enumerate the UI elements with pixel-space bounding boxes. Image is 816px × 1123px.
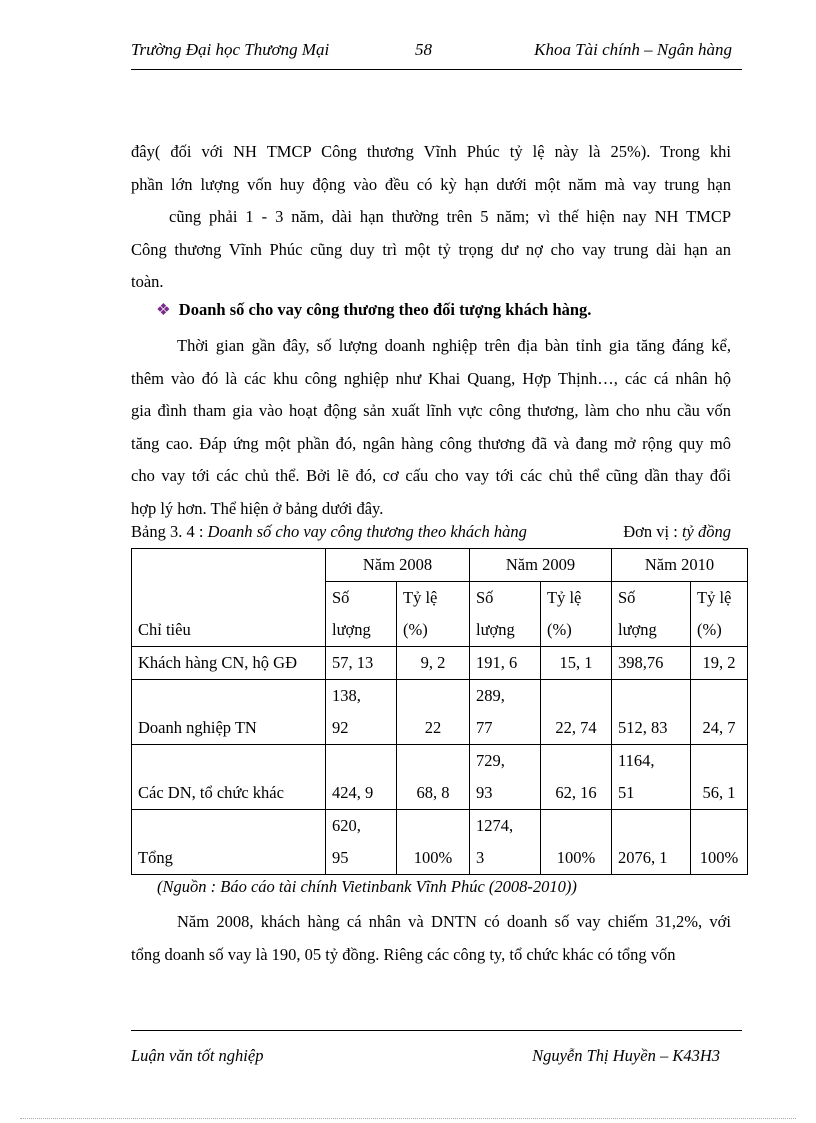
subheader-ratio <box>541 582 612 647</box>
header-page-number: 58 <box>415 40 432 59</box>
table-cell: 100% <box>541 810 612 875</box>
paragraph-3-line: Năm 2008, khách hàng cá nhân và DNTN có doanh số vay chiếm 31,2%, với <box>177 912 731 931</box>
subheader-text: (%) <box>403 620 428 639</box>
table-cell: 22 <box>397 680 470 745</box>
loan-table <box>131 548 748 875</box>
table-cell: 424, 9 <box>326 745 397 810</box>
paragraph-1-line: cũng phải 1 - 3 năm, dài hạn thường trên 5 năm; vì thế hiện nay NH TMCP <box>169 207 731 226</box>
table-row <box>132 647 748 680</box>
bullet-heading <box>156 300 591 320</box>
paragraph-2-line: Thời gian gần đây, số lượng doanh nghiệp trên địa bàn tỉnh gia tăng đáng kể, <box>177 336 731 355</box>
table-cell: 22, 74 <box>541 680 612 745</box>
table-cell: 1164, 51 <box>612 745 691 810</box>
table-row <box>132 680 748 745</box>
subheader-text: lượng <box>332 620 371 639</box>
table-cell: 729, 93 <box>470 745 541 810</box>
subheader-amount <box>326 582 397 647</box>
paragraph-2-line: cho vay tới các chủ thể. Bởi lẽ đó, cơ cấu cho vay tới các chủ thể cũng dần thay đổi <box>131 466 731 485</box>
subheader-text: lượng <box>618 620 657 639</box>
table-unit-value: tỷ đồng <box>681 522 731 541</box>
table-cell: 62, 16 <box>541 745 612 810</box>
table-unit <box>623 522 731 542</box>
subheader-text: Tỷ lệ <box>547 588 582 607</box>
table-cell: 15, 1 <box>541 647 612 680</box>
footer-rule <box>131 1030 742 1031</box>
row-header-cell: Chỉ tiêu <box>132 549 326 647</box>
paragraph-2-line: gia đình tham gia vào hoạt động sản xuất lĩnh vực công thương, làm cho nhu cầu vốn <box>131 401 731 420</box>
table-unit-label: Đơn vị : <box>623 522 682 541</box>
table-cell: 138, 92 <box>326 680 397 745</box>
subheader-amount <box>612 582 691 647</box>
table-cell: 9, 2 <box>397 647 470 680</box>
subheader-ratio <box>397 582 470 647</box>
page-edge-divider <box>20 1118 796 1119</box>
table-cell: 1274, 3 <box>470 810 541 875</box>
subheader-text: Số <box>476 588 494 607</box>
paragraph-1-line: phần lớn lượng vốn huy động vào đều có kỳ hạn dưới một năm mà vay trung hạn <box>131 174 731 194</box>
table-cell: 19, 2 <box>691 647 748 680</box>
row-label-cell: Khách hàng CN, hộ GĐ <box>132 647 326 680</box>
paragraph-1 <box>131 136 731 299</box>
paragraph-3 <box>131 906 731 971</box>
paragraph-2-line: thêm vào đó là các khu công nghiệp như Khai Quang, Hợp Thịnh…, các cá nhân hộ <box>131 368 731 388</box>
table-cell: 512, 83 <box>612 680 691 745</box>
paragraph-3-line: tổng doanh số vay là 190, 05 tỷ đồng. Riêng các công ty, tổ chức khác có tổng vốn <box>131 944 676 964</box>
table-cell: 100% <box>397 810 470 875</box>
paragraph-2-line: hợp lý hơn. Thể hiện ở bảng dưới đây. <box>131 498 384 518</box>
table-source: (Nguồn : Báo cáo tài chính Vietinbank Vĩnh Phúc (2008-2010)) <box>157 877 577 896</box>
bullet-heading-text: Doanh số cho vay công thương theo đối tượng khách hàng. <box>178 300 592 319</box>
subheader-text: Tỷ lệ <box>403 588 438 607</box>
header-rule <box>131 69 742 70</box>
subheader-text: lượng <box>476 620 515 639</box>
row-label-cell: Doanh nghiệp TN <box>132 680 326 745</box>
table-body <box>132 647 748 875</box>
table-cell: 2076, 1 <box>612 810 691 875</box>
table-caption-title: Doanh số cho vay công thương theo khách hàng <box>207 522 527 541</box>
row-label-cell: Các DN, tổ chức khác <box>132 745 326 810</box>
paragraph-1-line: toàn. <box>131 272 164 291</box>
table-caption-label: Bảng 3. 4 : <box>131 522 208 541</box>
header-faculty: Khoa Tài chính – Ngân hàng <box>534 40 732 59</box>
table-row <box>132 810 748 875</box>
subheader-text: (%) <box>547 620 572 639</box>
table-caption <box>131 522 731 542</box>
subheader-text: Tỷ lệ <box>697 588 732 607</box>
paragraph-1-line: Công thương Vĩnh Phúc cũng duy trì một tỷ trọng dư nợ cho vay trung dài hạn an <box>131 239 731 259</box>
subheader-ratio <box>691 582 748 647</box>
subheader-text: Số <box>618 588 636 607</box>
subheader-amount <box>470 582 541 647</box>
row-label-cell: Tổng <box>132 810 326 875</box>
subheader-text: (%) <box>697 620 722 639</box>
table-cell: 57, 13 <box>326 647 397 680</box>
table-cell: 24, 7 <box>691 680 748 745</box>
paragraph-2-line: tăng cao. Đáp ứng một phần đó, ngân hàng công thương đã và đang mở rộng quy mô <box>131 433 731 453</box>
table-cell: 191, 6 <box>470 647 541 680</box>
year-header: Năm 2008 <box>326 549 470 582</box>
year-header: Năm 2010 <box>612 549 748 582</box>
footer-author: Nguyễn Thị Huyền – K43H3 <box>532 1046 720 1065</box>
subheader-text: Số <box>332 588 350 607</box>
table-cell: 398,76 <box>612 647 691 680</box>
table-cell: 68, 8 <box>397 745 470 810</box>
table-cell: 620, 95 <box>326 810 397 875</box>
year-header: Năm 2009 <box>470 549 612 582</box>
table-cell: 289, 77 <box>470 680 541 745</box>
header-school: Trường Đại học Thương Mại <box>131 40 330 59</box>
table-cell: 100% <box>691 810 748 875</box>
diamond-bullet-icon: ❖ <box>156 300 171 319</box>
table-cell: 56, 1 <box>691 745 748 810</box>
table-header-row <box>132 549 748 582</box>
footer-left: Luận văn tốt nghiệp <box>131 1046 264 1065</box>
table-row <box>132 745 748 810</box>
paragraph-2 <box>131 330 731 525</box>
paragraph-1-line: đây( đối với NH TMCP Công thương Vĩnh Phúc tỷ lệ này là 25%). Trong khi <box>131 142 731 161</box>
